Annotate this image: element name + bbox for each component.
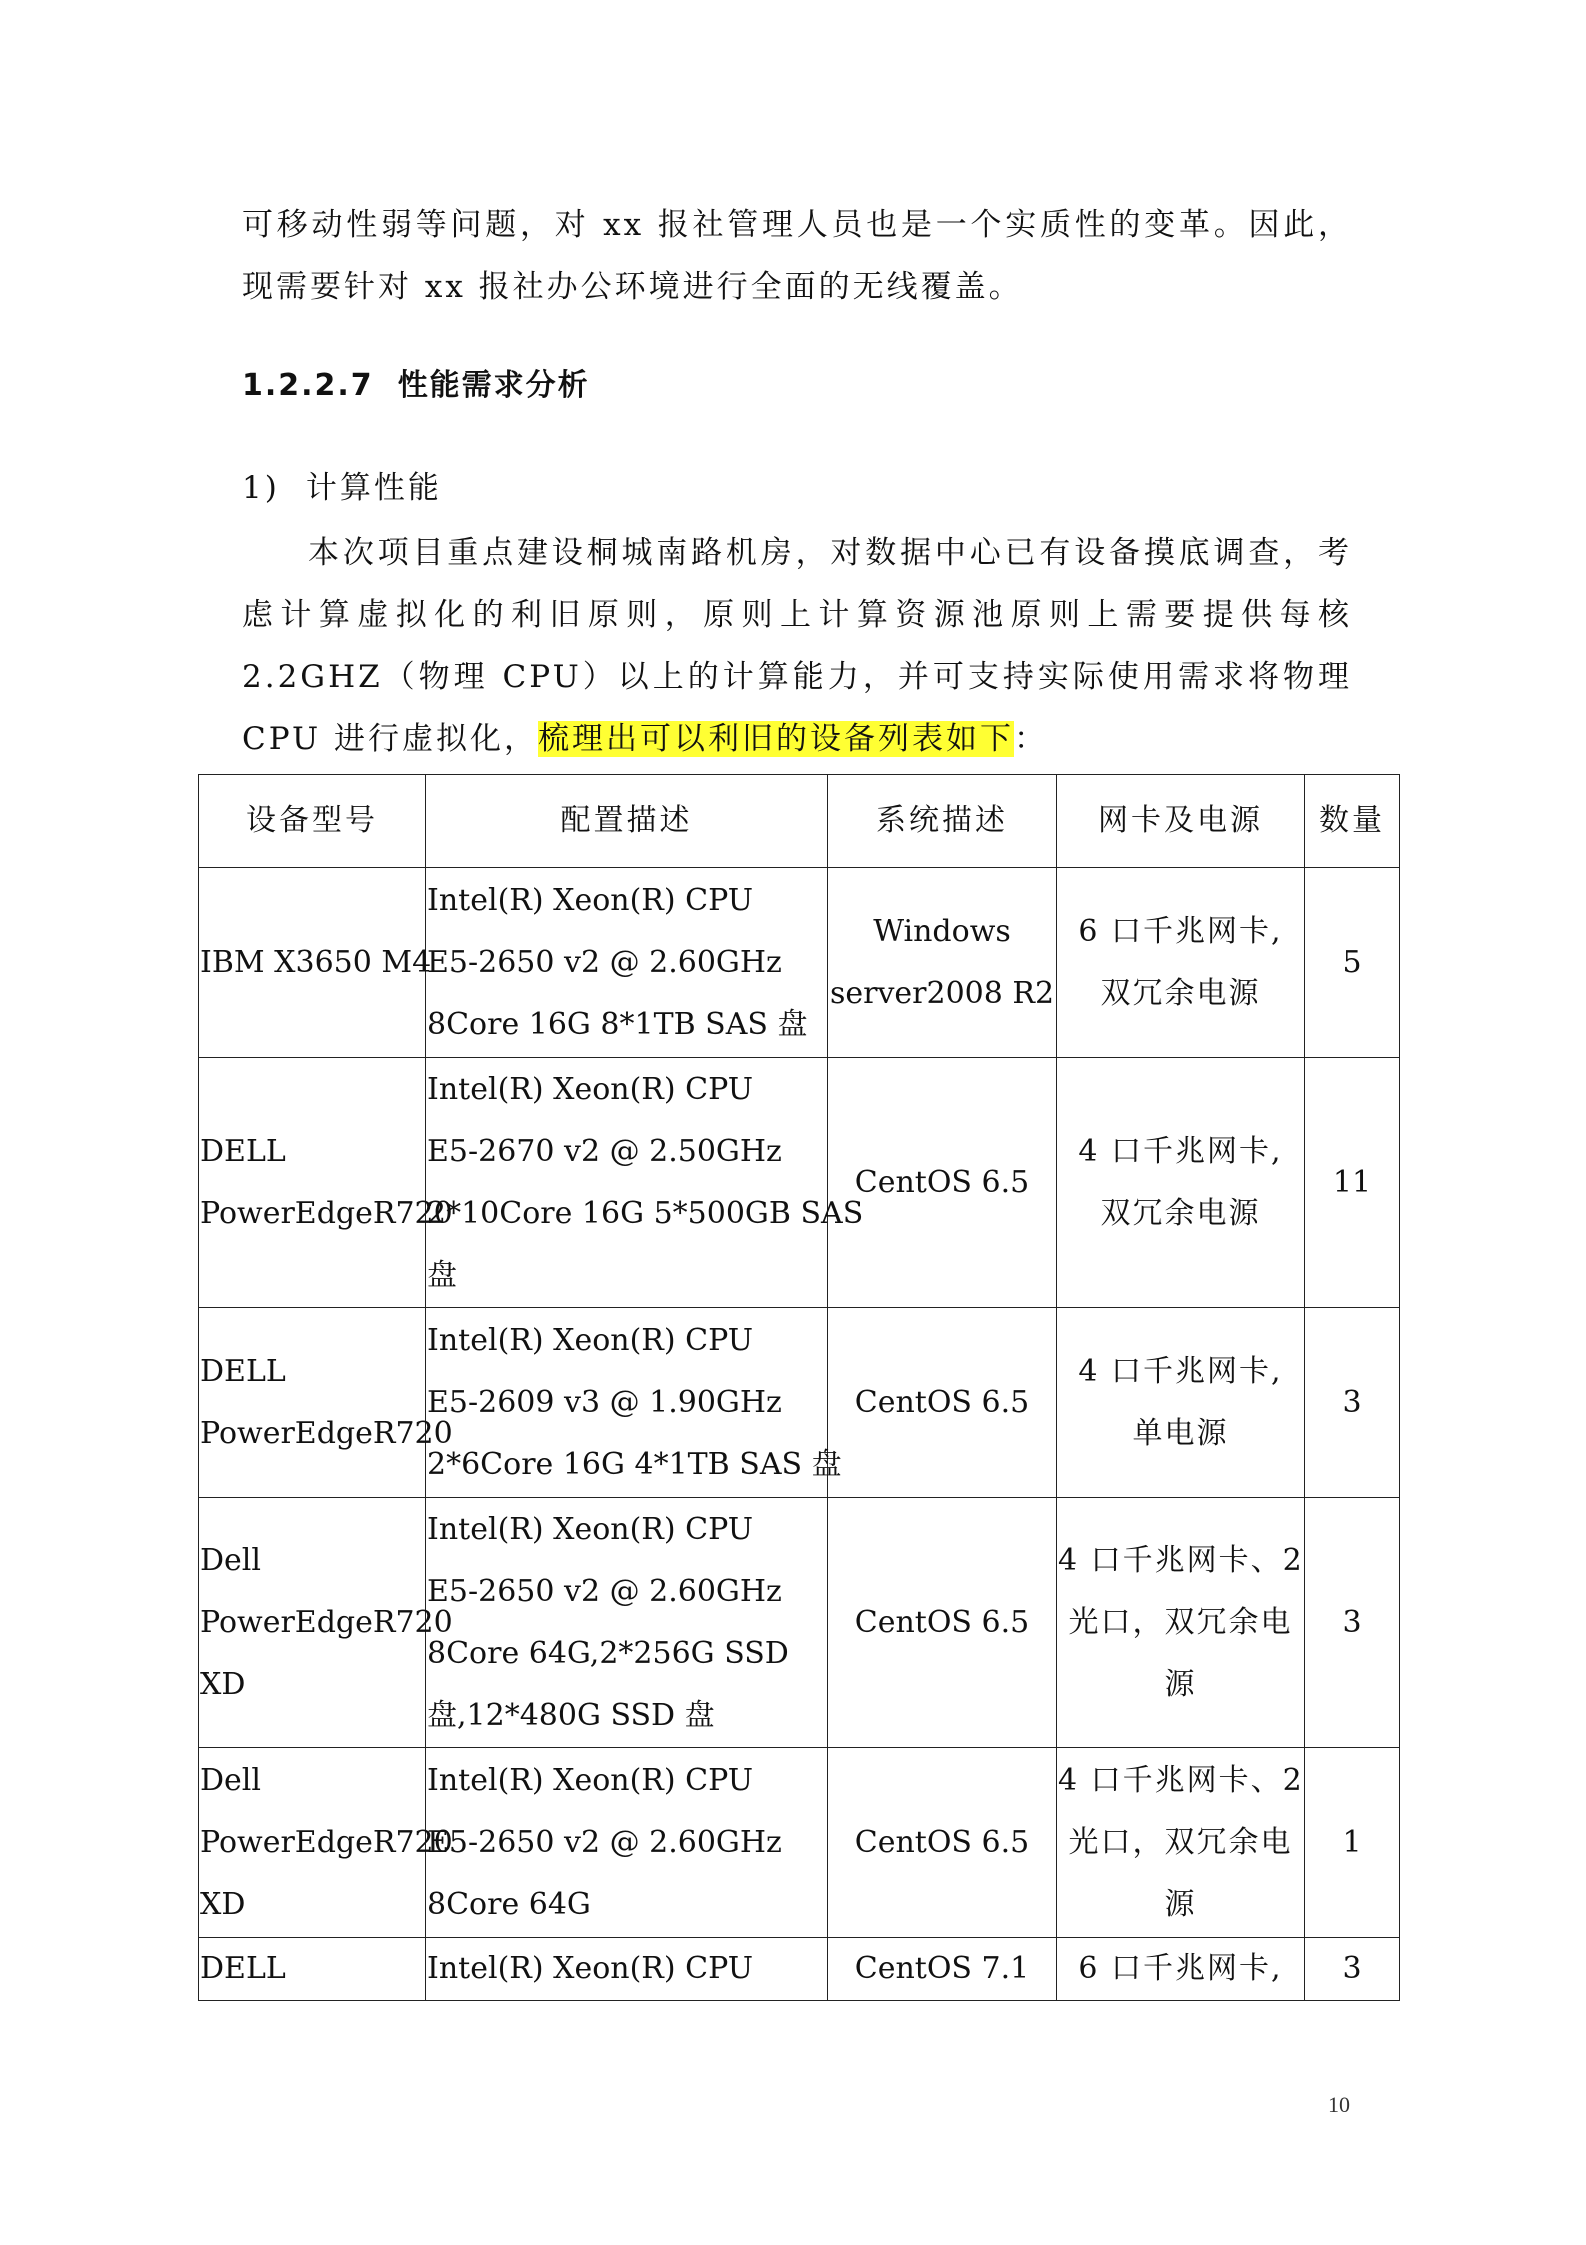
cell-os: CentOS 6.5	[828, 1748, 1057, 1938]
cell-nic-power: 4 口千兆网卡, 双冗余电源	[1057, 1058, 1305, 1308]
paragraph-text: 本次项目重点建设桐城南路机房，对数据中心已有设备摸底调查，考虑计算虚拟化的利旧原则，原则上计算资源池原则上需要提供每核 2.2GHZ（物理 CPU）以上的计算能力，并可支持实际使用需求将物理 CPU 进行虚拟化，	[242, 535, 1352, 757]
cell-model: Dell PowerEdgeR720 XD	[199, 1748, 426, 1938]
cell-os: CentOS 6.5	[828, 1498, 1057, 1748]
cell-model: DELL	[199, 1938, 426, 2001]
cell-os: Windows server2008 R2	[828, 868, 1057, 1058]
cell-config: Intel(R) Xeon(R) CPU E5-2609 v3 @ 1.90GHz 2*6Core 16G 4*1TB SAS 盘	[426, 1308, 828, 1498]
list-item-compute	[242, 462, 442, 507]
cell-model: IBM X3650 M4	[199, 868, 426, 1058]
cell-config: Intel(R) Xeon(R) CPU E5-2650 v2 @ 2.60GHz 8Core 64G	[426, 1748, 828, 1938]
cell-quantity: 5	[1305, 868, 1400, 1058]
cell-config: Intel(R) Xeon(R) CPU E5-2650 v2 @ 2.60GHz 8Core 64G,2*256G SSD 盘,12*480G SSD 盘	[426, 1498, 828, 1748]
cell-os: CentOS 7.1	[828, 1938, 1057, 2001]
table-row	[199, 1748, 1400, 1938]
cell-os: CentOS 6.5	[828, 1308, 1057, 1498]
table-row	[199, 1938, 1400, 2001]
cell-nic-power: 4 口千兆网卡、2 光口，双冗余电 源	[1057, 1748, 1305, 1938]
cell-os: CentOS 6.5	[828, 1058, 1057, 1308]
section-heading	[242, 360, 590, 404]
cell-nic-power: 6 口千兆网卡,	[1057, 1938, 1305, 2001]
cell-config: Intel(R) Xeon(R) CPU E5-2670 v2 @ 2.50GHz 2*10Core 16G 5*500GB SAS 盘	[426, 1058, 828, 1308]
header-nic-power: 网卡及电源	[1057, 775, 1305, 868]
header-os: 系统描述	[828, 775, 1057, 868]
table-row	[199, 1498, 1400, 1748]
cell-nic-power: 6 口千兆网卡, 双冗余电源	[1057, 868, 1305, 1058]
table-row	[199, 1058, 1400, 1308]
header-config: 配置描述	[426, 775, 828, 868]
paragraph-wireless-coverage: 可移动性弱等问题，对 xx 报社管理人员也是一个实质性的变革。因此，现需要针对 xx 报社办公环境进行全面的无线覆盖。	[242, 207, 1352, 305]
equipment-table	[198, 774, 1400, 2001]
highlighted-text: 梳理出可以利旧的设备列表如下	[538, 721, 1015, 757]
cell-quantity: 3	[1305, 1308, 1400, 1498]
cell-quantity: 3	[1305, 1498, 1400, 1748]
page-number: 10	[1328, 2092, 1350, 2117]
cell-config: Intel(R) Xeon(R) CPU E5-2650 v2 @ 2.60GHz 8Core 16G 8*1TB SAS 盘	[426, 868, 828, 1058]
cell-nic-power: 4 口千兆网卡, 单电源	[1057, 1308, 1305, 1498]
cell-quantity: 11	[1305, 1058, 1400, 1308]
table-row	[199, 868, 1400, 1058]
cell-model: DELL PowerEdgeR720	[199, 1308, 426, 1498]
paragraph-end: ：	[1014, 721, 1049, 757]
cell-model: Dell PowerEdgeR720 XD	[199, 1498, 426, 1748]
cell-config: Intel(R) Xeon(R) CPU	[426, 1938, 828, 2001]
table-row	[199, 1308, 1400, 1498]
section-title: 性能需求分析	[397, 368, 590, 403]
cell-model: DELL PowerEdgeR720	[199, 1058, 426, 1308]
header-quantity: 数量	[1305, 775, 1400, 868]
section-number: 1.2.2.7	[242, 368, 374, 403]
cell-quantity: 3	[1305, 1938, 1400, 2001]
table-header-row	[199, 775, 1400, 868]
paragraph-compute-performance	[242, 522, 1352, 770]
cell-nic-power: 4 口千兆网卡、2 光口，双冗余电 源	[1057, 1498, 1305, 1748]
list-item-number: 1)	[242, 470, 280, 506]
cell-quantity: 1	[1305, 1748, 1400, 1938]
list-item-text: 计算性能	[305, 470, 442, 506]
header-model: 设备型号	[199, 775, 426, 868]
